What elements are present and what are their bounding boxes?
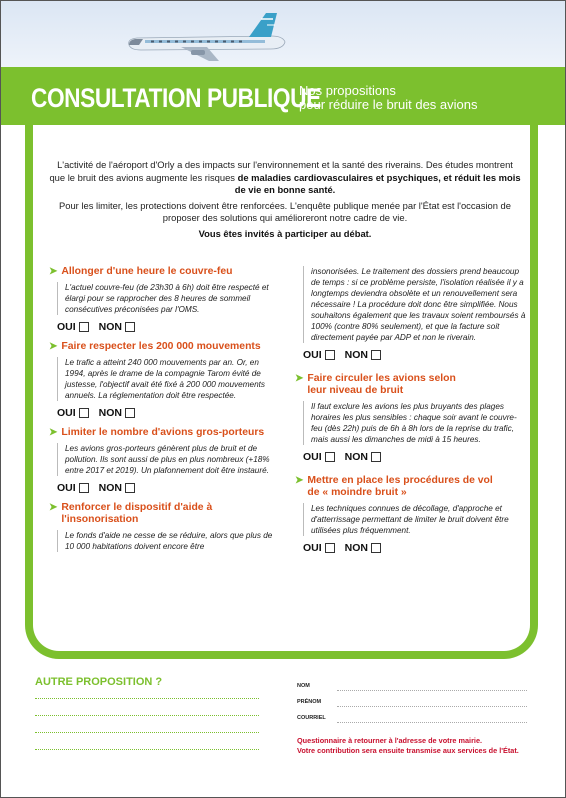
proposal-low-noise-title-text (307, 475, 492, 499)
page-title: CONSULTATION PUBLIQUE (31, 83, 321, 113)
arrow-icon: ➤ (49, 341, 58, 352)
proposal-curfew (49, 266, 281, 333)
proposal-noise-level (295, 373, 527, 463)
proposal-noise-level-title-text (307, 373, 455, 397)
proposal-insulation-title-text (61, 502, 212, 526)
email-field[interactable] (297, 715, 507, 723)
proposal-movements-title (49, 341, 281, 353)
non-label: NON (344, 451, 369, 463)
arrow-icon: ➤ (49, 427, 58, 438)
proposal-wide-body-title (49, 427, 281, 439)
vote-curfew (57, 321, 281, 333)
checkbox-icon (371, 350, 381, 360)
proposal-curfew-title-text: Allonger d'une heure le couvre-feu (61, 266, 233, 277)
proposal-wide-body-title-text: Limiter le nombre d'avions gros-porteurs (61, 427, 265, 438)
proposal-insulation-body: Le fonds d'aide ne cesse de se réduire, alors que plus de 10 000 habitations doivent encore être (57, 530, 281, 552)
title-line: Mettre en place les procédures de vol (307, 475, 493, 486)
other-proposal-line[interactable] (35, 715, 259, 716)
intro-p1-bold: de maladies cardiovasculaires et psychiques, et réduit les mois de vie en bonne santé. (234, 171, 521, 196)
email-label: COURRIEL (297, 715, 326, 721)
return-instructions-line-1: Questionnaire à retourner à l'adresse de votre mairie. (297, 736, 483, 745)
checkbox-icon (325, 543, 335, 553)
proposal-noise-level-body: Il faut exclure les avions les plus bruyants des plages horaires les plus sensibles : chaque soir avant le couvre-feu (dès 22h) puis de 6h à 8h lors de la reprise du trafic, mais aussi les dimanches de midi à 15 heures. (303, 401, 527, 445)
proposal-curfew-body: L'actuel couvre-feu (de 23h30 à 6h) doit être respecté et élargi pour se rapprocher des 8 heures de sommeil consécutives préconisées par l'OMS. (57, 282, 281, 315)
oui-label: OUI (57, 321, 76, 333)
oui-label: OUI (57, 407, 76, 419)
title-line: Renforcer le dispositif d'aide à (61, 502, 213, 513)
vote-low-noise (303, 542, 527, 554)
intro-paragraph-1 (49, 159, 521, 197)
checkbox-icon (371, 452, 381, 462)
other-proposal-line[interactable] (35, 749, 259, 750)
name-label: NOM (297, 683, 310, 689)
non-label: NON (344, 349, 369, 361)
checkbox-icon (325, 452, 335, 462)
non-checkbox[interactable] (99, 482, 135, 494)
proposal-wide-body-body: Les avions gros-porteurs génèrent plus de bruit et de pollution. Ils sont aussi de plus en plus nombreux (+18% entre 2017 et 2019). Un plafonnement doit être instauré. (57, 443, 281, 476)
other-proposal-line[interactable] (35, 698, 259, 699)
name-field[interactable] (297, 683, 507, 691)
proposal-insulation-body-continued: insonorisées. Le traitement des dossiers prend beaucoup de temps : si ce problème persiste, l'isolation réalisée il y a longtemps deviendra obsolète et un renouvellement sera nécessaire ! La procédure doit donc être simplifiée. Nous souhaitons également que les travaux soient remboursés à 100% (contre 80% seulement), et que la facture soit directement payée par ADP et non le riverain. (303, 266, 527, 343)
first-name-label: PRÉNOM (297, 699, 322, 705)
oui-checkbox[interactable] (303, 451, 335, 463)
page-subtitle (299, 84, 478, 112)
intro-p1-text: L'activité de l'aéroport d'Orly a des impacts sur l'environnement et la santé des riverains. Des études montrent que le bruit des avions augmente les risques (49, 159, 513, 183)
title-line: de « moindre bruit » (307, 487, 407, 498)
subtitle-line-1: Nos propositions (299, 83, 396, 98)
intro-call-to-action: Vous êtes invités à participer au débat. (198, 227, 372, 239)
intro-paragraph-3 (49, 228, 521, 241)
vote-noise-level (303, 451, 527, 463)
right-column (295, 266, 527, 562)
checkbox-icon (125, 408, 135, 418)
oui-checkbox[interactable] (57, 321, 89, 333)
non-checkbox[interactable] (99, 407, 135, 419)
title-line: Faire circuler les avions selon (307, 373, 456, 384)
non-label: NON (98, 407, 123, 419)
non-checkbox[interactable] (99, 321, 135, 333)
intro-paragraph-2: Pour les limiter, les protections doivent être renforcées. L'enquête publique menée par l'État est l'occasion de proposer des solutions qui amélioreront notre cadre de vie. (59, 199, 511, 224)
arrow-icon: ➤ (49, 266, 58, 277)
proposal-low-noise-title (295, 475, 527, 499)
arrow-icon: ➤ (49, 502, 58, 513)
oui-label: OUI (303, 349, 322, 361)
other-proposal-heading: AUTRE PROPOSITION ? (35, 676, 163, 688)
checkbox-icon (125, 322, 135, 332)
title-line: leur niveau de bruit (307, 385, 404, 396)
other-proposal-line[interactable] (35, 732, 259, 733)
vote-insulation (303, 349, 527, 361)
oui-checkbox[interactable] (57, 407, 89, 419)
proposal-movements-body: Le trafic a atteint 240 000 mouvements par an. Or, en 1994, après le drame de la compagnie Tarom évité de justesse, l'objectif avait été fixé à 200 000 mouvements annuels. La réglementation doit être respectée. (57, 357, 281, 401)
arrow-icon: ➤ (295, 373, 304, 384)
non-label: NON (344, 542, 369, 554)
airplane-illustration (121, 9, 291, 64)
proposal-insulation (49, 502, 281, 552)
oui-checkbox[interactable] (57, 482, 89, 494)
checkbox-icon (325, 350, 335, 360)
proposal-noise-level-title (295, 373, 527, 397)
proposal-low-noise (295, 475, 527, 554)
checkbox-icon (79, 408, 89, 418)
checkbox-icon (79, 322, 89, 332)
sky-banner (1, 1, 565, 67)
proposal-wide-body (49, 427, 281, 494)
vote-movements (57, 407, 281, 419)
oui-checkbox[interactable] (303, 349, 335, 361)
return-instructions-line-2: Votre contribution sera ensuite transmise aux services de l'État. (297, 746, 519, 755)
checkbox-icon (79, 483, 89, 493)
non-label: NON (98, 482, 123, 494)
non-checkbox[interactable] (345, 542, 381, 554)
left-column (49, 266, 281, 560)
proposal-movements (49, 341, 281, 419)
title-line: l'insonorisation (61, 514, 139, 525)
proposal-curfew-title (49, 266, 281, 278)
arrow-icon: ➤ (295, 475, 304, 486)
non-checkbox[interactable] (345, 451, 381, 463)
non-label: NON (98, 321, 123, 333)
intro-text (49, 159, 521, 244)
first-name-field[interactable] (297, 699, 507, 707)
field-line (337, 706, 527, 707)
proposal-insulation-continued (295, 266, 527, 361)
proposal-movements-title-text: Faire respecter les 200 000 mouvements (61, 341, 261, 352)
field-line (337, 722, 527, 723)
subtitle-line-2: pour réduire le bruit des avions (299, 97, 478, 112)
oui-label: OUI (303, 542, 322, 554)
field-line (337, 690, 527, 691)
vote-wide-body (57, 482, 281, 494)
checkbox-icon (371, 543, 381, 553)
oui-label: OUI (57, 482, 76, 494)
proposal-insulation-title (49, 502, 281, 526)
return-instructions (297, 736, 519, 756)
checkbox-icon (125, 483, 135, 493)
oui-checkbox[interactable] (303, 542, 335, 554)
non-checkbox[interactable] (345, 349, 381, 361)
proposal-low-noise-body: Les techniques connues de décollage, d'approche et d'atterrissage permettant de limiter le bruit doivent être utilisées plus fréquemment. (303, 503, 527, 536)
oui-label: OUI (303, 451, 322, 463)
